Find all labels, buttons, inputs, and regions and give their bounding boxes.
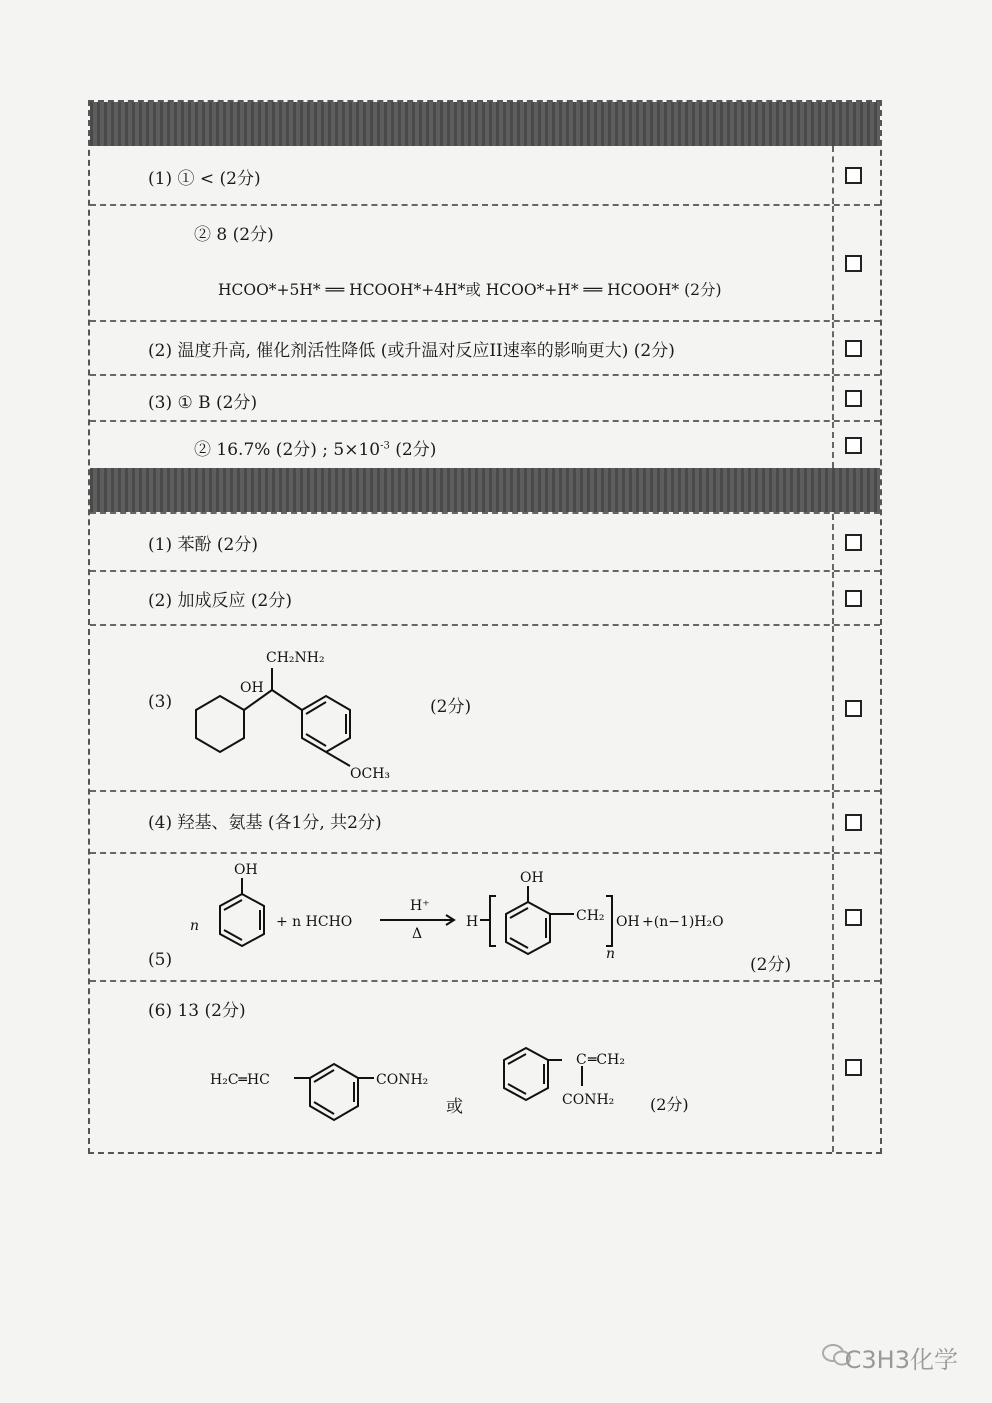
condition-acid: H⁺ — [410, 898, 430, 914]
answer-label: (3) — [148, 692, 173, 712]
phenol-oh-label: OH — [234, 862, 258, 878]
answer-text: ② 8 (2分) — [194, 225, 274, 245]
score-checkbox[interactable] — [845, 437, 862, 454]
polymerization-equation — [190, 858, 770, 982]
score-checkbox[interactable] — [845, 534, 862, 551]
score-checkbox[interactable] — [845, 390, 862, 407]
answer-row-2-2 — [90, 570, 880, 624]
equation-text: HCOO*+5H* ══ HCOOH*+4H*或 HCOO*+H* ══ HCOOH* (2分) — [218, 281, 722, 299]
answer-text: (1) ① < (2分) — [148, 169, 261, 189]
molecule-structures-6 — [210, 1034, 770, 1144]
score-checkbox[interactable] — [845, 700, 862, 717]
answer-text: (2) 温度升高, 催化剂活性降低 (或升温对反应II速率的影响更大) (2分) — [148, 341, 675, 361]
answer-score: (2分) — [430, 697, 472, 717]
answer-text: (1) 苯酚 (2分) — [148, 535, 258, 555]
answer-row-2-6 — [90, 980, 880, 1152]
answer-text: (6) 13 (2分) — [148, 1001, 246, 1021]
answer-row-1-5 — [90, 420, 880, 468]
ch2-label: CH₂ — [576, 908, 605, 924]
score-checkbox[interactable] — [845, 909, 862, 926]
subscript-n: n — [606, 946, 616, 962]
answer-row-2-1 — [90, 512, 880, 570]
condition-heat: Δ — [412, 926, 423, 942]
oh-label: OH — [240, 680, 264, 696]
answer-label: (5) — [148, 950, 173, 970]
answer-score: (2分) — [750, 955, 792, 975]
vinyl-label: H₂C═HC — [210, 1072, 270, 1088]
score-checkbox[interactable] — [845, 255, 862, 272]
answer-row-2-4 — [90, 790, 880, 852]
section-header-bar — [90, 468, 880, 512]
answer-row-1-3 — [90, 320, 880, 374]
answer-row-1-4 — [90, 374, 880, 420]
answer-text: (3) ① B (2分) — [148, 393, 258, 413]
hcho-term: + n HCHO — [276, 914, 353, 930]
answer-row-1-1 — [90, 146, 880, 204]
ch2-label-b: ═CH₂ — [588, 1052, 625, 1068]
section-header-bar — [90, 102, 880, 146]
score-checkbox[interactable] — [845, 590, 862, 607]
score-checkbox[interactable] — [845, 814, 862, 831]
or-text: 或 — [446, 1097, 463, 1117]
end-group-h: H — [466, 914, 479, 930]
conh2-label-a: CONH₂ — [376, 1072, 429, 1088]
answer-sheet — [88, 100, 882, 1154]
answer-score: (2分) — [650, 1095, 689, 1114]
score-checkbox[interactable] — [845, 340, 862, 357]
answer-text: (4) 羟基、氨基 (各1分, 共2分) — [148, 813, 382, 833]
polymer-oh-label: OH — [520, 870, 544, 886]
water-term: +(n−1)H₂O — [642, 914, 724, 930]
score-checkbox[interactable] — [845, 167, 862, 184]
answer-row-2-5 — [90, 852, 880, 980]
answer-row-2-3 — [90, 624, 880, 790]
score-checkbox[interactable] — [845, 1059, 862, 1076]
answer-text: (2) 加成反应 (2分) — [148, 591, 292, 611]
conh2-label-b: CONH₂ — [562, 1092, 615, 1108]
ch2nh2-label: CH₂NH₂ — [266, 650, 325, 666]
end-group-oh: OH — [616, 914, 640, 930]
och3-label: OCH₃ — [350, 766, 391, 782]
answer-row-1-2 — [90, 204, 880, 320]
carbon-label: C — [576, 1052, 587, 1068]
watermark-text: C3H3化学 — [844, 1346, 958, 1374]
answer-text: ② 16.7% (2分) ; $5\times 10^{-3}$ (2分) — [194, 440, 437, 460]
coefficient-n: n — [190, 918, 200, 934]
